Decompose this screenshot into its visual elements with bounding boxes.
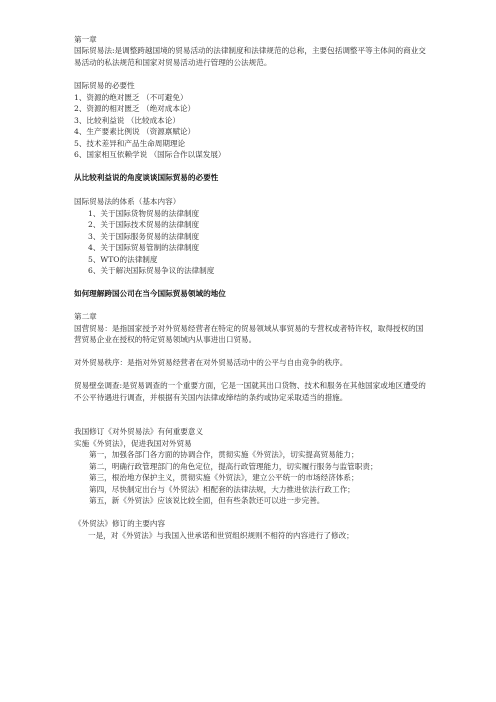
trade-barrier-definition: 贸易壁垒调查:是贸易调查的一个重要方面，它是一国就其出口货物、技术和服务在其他国家或地区遭受的不公平待遇进行调查，并根据有关国内法律或缔结的条约或协定采取适当的措施。 — [74, 381, 426, 402]
implement-item: 第二，明确行政管理部门的角色定位，提高行政管理能力，切实履行服务与监管职责； — [89, 461, 378, 471]
necessity-heading: 国际贸易的必要性 — [74, 81, 135, 90]
necessity-item: 3、比较利益说 （比较成本论） — [74, 115, 180, 125]
implement-item: 第五，新《外贸法》应该说比较全面，但有些条款还可以进一步完善。 — [89, 496, 325, 505]
necessity-item: 4、生产要素比例说 （资源禀赋论） — [74, 127, 196, 136]
chapter-2-title: 第二章 — [74, 312, 97, 321]
necessity-item: 6、国家相互依赖学说 （国际合作以谋发展） — [74, 150, 226, 159]
section-heading-bold: 从比较利益说的角度谈谈国际贸易的必要性 — [74, 173, 219, 182]
section-heading-bold: 如何理解跨国公司在当今国际贸易领域的地位 — [74, 289, 226, 298]
system-item: 4、关于国际贸易管制的法律制度 — [88, 243, 200, 252]
content-heading: 《外贸法》修订的主要内容 — [74, 519, 166, 528]
implement-item: 第一，加强各部门各方面的协调合作，贯彻实施《外贸法》，切实提高贸易能力； — [89, 450, 359, 459]
revision-heading: 我国修订《对外贸易法》有何重要意义 — [74, 427, 204, 436]
system-item: 3、关于国际服务贸易的法律制度 — [88, 231, 200, 241]
necessity-item: 2、资源的相对匮乏 （绝对成本论） — [74, 104, 196, 113]
system-heading: 国际贸易法的体系（基本内容） — [74, 197, 181, 206]
trade-order-definition: 对外贸易秩序：是指对外贸易经营者在对外贸易活动中的公平与自由竞争的秩序。 — [74, 358, 348, 367]
implement-item: 第四，尽快制定出台与《外贸法》相配套的法律法规，大力推进依法行政工作； — [89, 484, 355, 494]
system-item: 1、关于国际货物贸易的法律制度 — [88, 208, 200, 218]
trade-law-definition: 国际贸易法:是调整跨越国境的贸易活动的法律制度和法律规范的总称，主要包括调整平等主体间的商业交易活动的私法规范和国家对贸易活动进行管理的公法规范。 — [74, 46, 426, 67]
system-item: 6、关于解决国际贸易争议的法律制度 — [88, 266, 215, 275]
state-trade-definition: 国营贸易：是指国家授予对外贸易经营者在特定的贸易领域从事贸易的专营权或者特许权，取得授权的国营贸易企业在授权的特定贸易领域内从事进出口贸易。 — [74, 323, 424, 344]
necessity-item: 1、资源的绝对匮乏 （不可避免） — [74, 92, 188, 102]
content-item: 一是，对《外贸法》与我国入世承诺和世贸组织规则不相符的内容进行了修改； — [88, 530, 354, 540]
implement-heading: 实施《外贸法》，促进我国对外贸易 — [74, 438, 192, 448]
system-item: 5、WTO的法律制度 — [88, 254, 158, 264]
implement-item: 第三，根治地方保护主义，贯彻实施《外贸法》，建立公平统一的市场经济体系； — [89, 473, 359, 482]
system-item: 2、关于国际技术贸易的法律制度 — [88, 220, 200, 229]
necessity-item: 5、技术差异和产品生命周期理论 — [74, 138, 186, 148]
chapter-1-title: 第一章 — [74, 35, 97, 44]
